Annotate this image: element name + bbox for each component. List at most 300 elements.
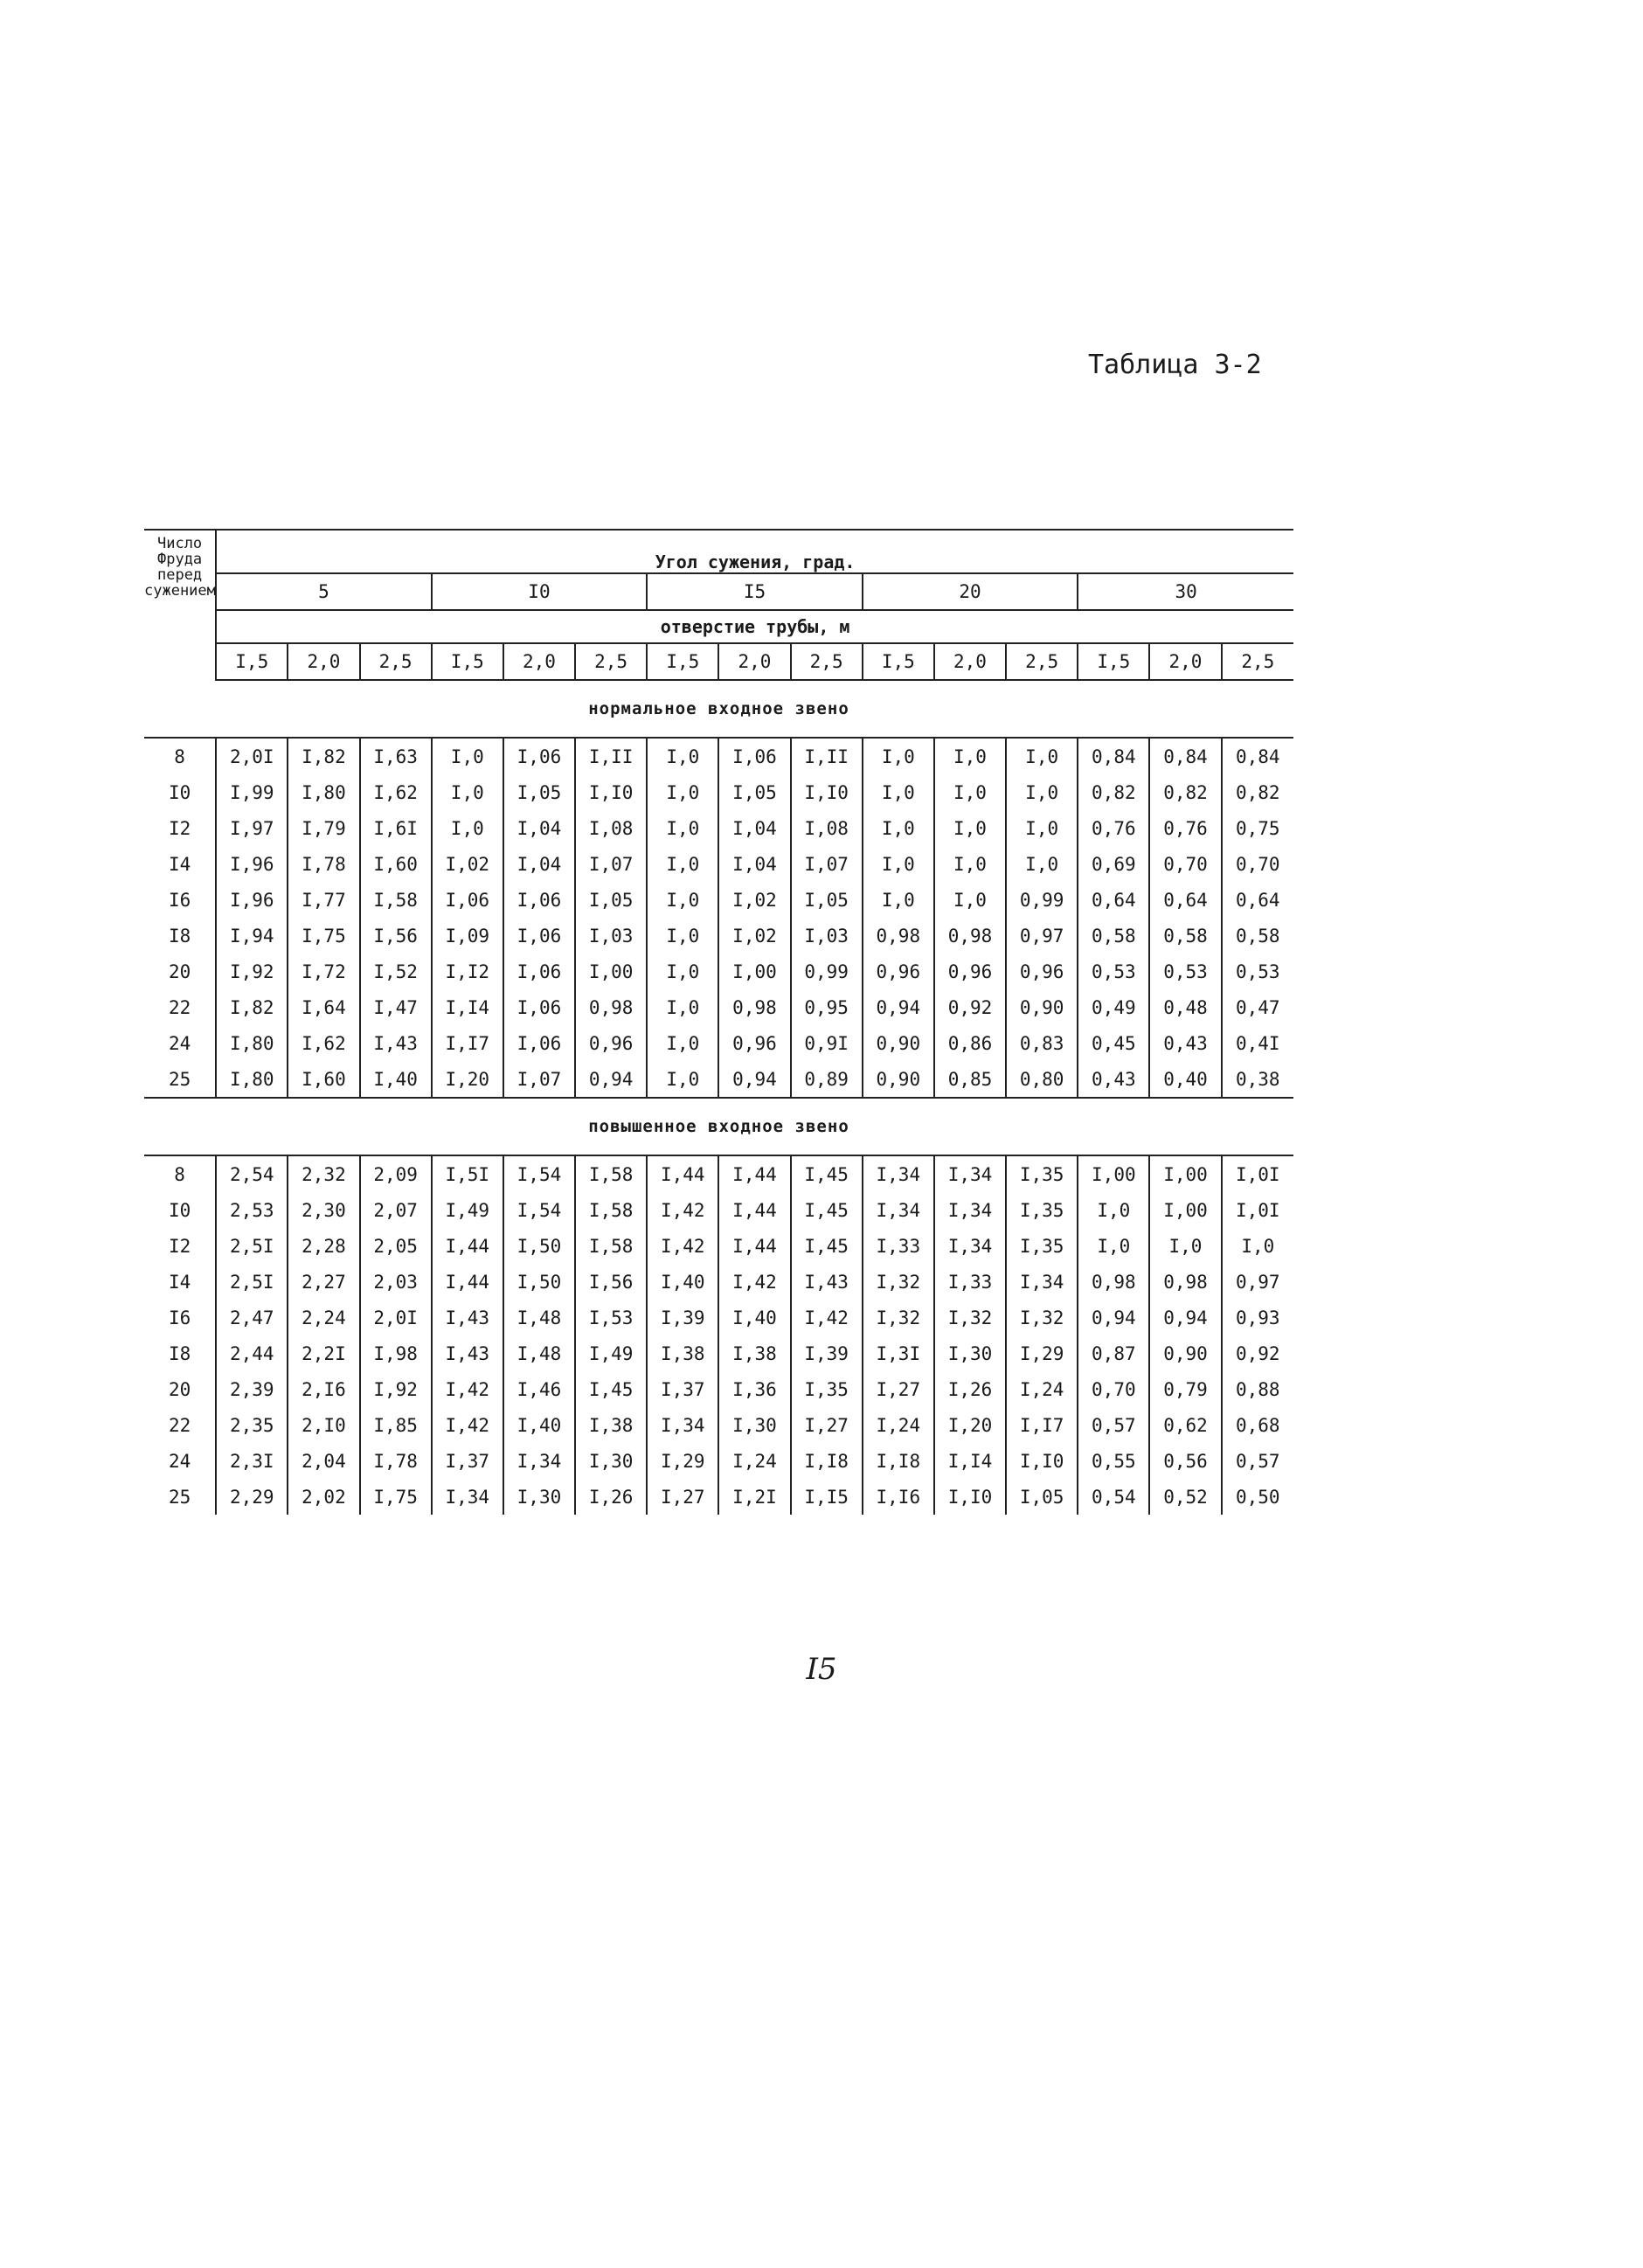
table-cell: I,I5 [791, 1479, 863, 1515]
table-cell: I,38 [647, 1335, 718, 1371]
table-cell: I,34 [863, 1192, 934, 1228]
angle-0: 5 [216, 573, 432, 610]
table-cell: I,0 [647, 989, 718, 1025]
table-cell: 0,68 [1222, 1407, 1293, 1443]
row-label: 22 [168, 1414, 191, 1436]
table-cell: I,60 [360, 846, 432, 882]
table-cell: I,45 [791, 1228, 863, 1264]
table-cell: 0,70 [1149, 846, 1221, 882]
table-row [144, 1264, 1293, 1300]
table-cell: I,43 [432, 1300, 503, 1335]
table-cell: I,99 [216, 774, 288, 810]
table-cell: I,0 [647, 1025, 718, 1061]
table-cell: I,44 [718, 1192, 790, 1228]
table-cell: 0,96 [934, 954, 1006, 989]
table-cell: I,0 [647, 774, 718, 810]
table-cell: I,I4 [934, 1443, 1006, 1479]
table-cell: I,34 [647, 1407, 718, 1443]
table-cell: 0,56 [1149, 1443, 1221, 1479]
table-cell: I,06 [432, 882, 503, 918]
row-label: 24 [168, 1450, 191, 1472]
opening-9: I,5 [863, 643, 934, 680]
table-cell: I,08 [791, 810, 863, 846]
table-cell: I,44 [647, 1155, 718, 1192]
table-cell: I,5I [432, 1155, 503, 1192]
table-cell: 0,92 [1222, 1335, 1293, 1371]
table-cell: I,62 [288, 1025, 359, 1061]
table-cell: I,00 [718, 954, 790, 989]
table-cell: 0,83 [1006, 1025, 1078, 1061]
opening-13: 2,0 [1149, 643, 1221, 680]
table-cell: 0,48 [1149, 989, 1221, 1025]
angles-row [144, 573, 1293, 610]
opening-10: 2,0 [934, 643, 1006, 680]
table-cell: I,50 [503, 1264, 575, 1300]
table-cell: I,00 [575, 954, 647, 989]
table-cell: I,02 [718, 882, 790, 918]
table-cell: I,52 [360, 954, 432, 989]
table-cell: I,0 [1006, 738, 1078, 774]
table-cell: I,80 [216, 1025, 288, 1061]
table-cell: I,33 [863, 1228, 934, 1264]
table-cell: I,27 [791, 1407, 863, 1443]
table-cell: 0,80 [1006, 1061, 1078, 1098]
table-cell: 0,70 [1222, 846, 1293, 882]
table-cell: I,24 [1006, 1371, 1078, 1407]
table-cell: 2,54 [216, 1155, 288, 1192]
table-cell: I,34 [863, 1155, 934, 1192]
table-cell: I,75 [360, 1479, 432, 1515]
table-cell: 0,38 [1222, 1061, 1293, 1098]
table-cell: 2,2I [288, 1335, 359, 1371]
table-cell: I,I0 [934, 1479, 1006, 1515]
table-cell: 0,90 [863, 1025, 934, 1061]
table-row [144, 1192, 1293, 1228]
table-cell: 0,93 [1222, 1300, 1293, 1335]
table-cell: I,96 [216, 846, 288, 882]
table-cell: 0,53 [1149, 954, 1221, 989]
table-cell: 0,96 [575, 1025, 647, 1061]
table-cell: I,0 [647, 1061, 718, 1098]
table-cell: 0,97 [1222, 1264, 1293, 1300]
table-cell: I,35 [1006, 1155, 1078, 1192]
table-cell: I,32 [1006, 1300, 1078, 1335]
table-cell: I,82 [288, 738, 359, 774]
table-cell: 0,96 [1006, 954, 1078, 989]
table-cell: I,35 [1006, 1192, 1078, 1228]
table-cell: I,I0 [1006, 1443, 1078, 1479]
table-cell: I,79 [288, 810, 359, 846]
table-cell: I,II [575, 738, 647, 774]
table-cell: 0,79 [1149, 1371, 1221, 1407]
table-cell: 0,82 [1149, 774, 1221, 810]
table-cell: 2,32 [288, 1155, 359, 1192]
table-cell: I,0 [647, 810, 718, 846]
table-row [144, 1335, 1293, 1371]
table-cell: I,0 [1222, 1228, 1293, 1264]
table-cell: I,54 [503, 1192, 575, 1228]
table-cell: 2,I0 [288, 1407, 359, 1443]
table-cell: I,26 [575, 1479, 647, 1515]
table-cell: I,47 [360, 989, 432, 1025]
angle-1: I0 [432, 573, 648, 610]
table-cell: I,I8 [791, 1443, 863, 1479]
table-cell: I,43 [360, 1025, 432, 1061]
row-label: 20 [168, 1378, 191, 1400]
table-cell: 0,98 [1078, 1264, 1149, 1300]
table-cell: 0,76 [1149, 810, 1221, 846]
table-cell: 0,98 [1149, 1264, 1221, 1300]
table-cell: I,54 [503, 1155, 575, 1192]
table-cell: I,0 [647, 954, 718, 989]
opening-4: 2,0 [503, 643, 575, 680]
table-cell: I,04 [718, 846, 790, 882]
table-cell: I,48 [503, 1335, 575, 1371]
opening-3: I,5 [432, 643, 503, 680]
table-cell: 0,64 [1078, 882, 1149, 918]
table-cell: I,62 [360, 774, 432, 810]
table-cell: 0,58 [1078, 918, 1149, 954]
row-label: 8 [144, 1155, 216, 1192]
table-cell: 2,3I [216, 1443, 288, 1479]
row-label: 8 [144, 738, 216, 774]
table-cell: 0,98 [863, 918, 934, 954]
froude-table [144, 529, 1293, 1515]
table-cell: 0,82 [1078, 774, 1149, 810]
table-cell: I,63 [360, 738, 432, 774]
row-label: 25 [168, 1486, 191, 1508]
table-cell: I,0 [1078, 1192, 1149, 1228]
table-cell: I,0 [863, 774, 934, 810]
table-cell: I,45 [791, 1192, 863, 1228]
table-cell: I,36 [718, 1371, 790, 1407]
table-header [144, 530, 1293, 680]
table-cell: I,0 [432, 738, 503, 774]
row-label: 25 [144, 1061, 216, 1098]
table-cell: 0,84 [1078, 738, 1149, 774]
table-cell: 2,35 [216, 1407, 288, 1443]
table-cell: I,44 [718, 1155, 790, 1192]
table-cell: I,06 [503, 989, 575, 1025]
table-cell: I,24 [718, 1443, 790, 1479]
table-cell: 0,86 [934, 1025, 1006, 1061]
table-cell: 0,98 [575, 989, 647, 1025]
table-cell: I,0 [647, 882, 718, 918]
table-cell: 0,87 [1078, 1335, 1149, 1371]
table-row [144, 774, 1293, 810]
table-cell: 2,02 [288, 1479, 359, 1515]
table-cell: I,64 [288, 989, 359, 1025]
table-cell: I,42 [647, 1192, 718, 1228]
table-cell: 2,47 [216, 1300, 288, 1335]
table-cell: I,29 [1006, 1335, 1078, 1371]
table-cell: 0,58 [1222, 918, 1293, 954]
table-cell: I,72 [288, 954, 359, 989]
row-label: I4 [168, 853, 191, 875]
table-cell: I,24 [863, 1407, 934, 1443]
table-cell: I,80 [288, 774, 359, 810]
section-title: нормальное входное звено [588, 699, 849, 718]
table-cell: I,40 [647, 1264, 718, 1300]
table-row [144, 1479, 1293, 1515]
table-cell: I,34 [934, 1155, 1006, 1192]
table-cell: I,42 [791, 1300, 863, 1335]
table-cell: I,49 [575, 1335, 647, 1371]
table-cell: I,00 [1149, 1155, 1221, 1192]
table-cell: I,92 [360, 1371, 432, 1407]
table-cell: I,0 [1006, 774, 1078, 810]
table-cell: 0,84 [1222, 738, 1293, 774]
table-cell: 2,0I [360, 1300, 432, 1335]
table-cell: I,42 [718, 1264, 790, 1300]
table-cell: I,94 [216, 918, 288, 954]
table-cell: 2,27 [288, 1264, 359, 1300]
table-cell: I,35 [791, 1371, 863, 1407]
table-cell: I,20 [934, 1407, 1006, 1443]
table-cell: I,34 [503, 1443, 575, 1479]
table-cell: I,04 [718, 810, 790, 846]
table-cell: 2,29 [216, 1479, 288, 1515]
row-label: I2 [168, 817, 191, 839]
table-cell: I,6I [360, 810, 432, 846]
table-cell: I,45 [791, 1155, 863, 1192]
table-cell: I,04 [503, 810, 575, 846]
table-cell: I,00 [1078, 1155, 1149, 1192]
table-cell: I,0 [647, 846, 718, 882]
table-cell: 2,53 [216, 1192, 288, 1228]
table-cell: I,43 [432, 1335, 503, 1371]
table-row [144, 882, 1293, 918]
table-cell: I,I7 [1006, 1407, 1078, 1443]
table-cell: I,07 [575, 846, 647, 882]
table-row [144, 918, 1293, 954]
table-cell: I,02 [432, 846, 503, 882]
table-row [144, 1443, 1293, 1479]
table-cell: I,82 [216, 989, 288, 1025]
table-cell: 0,92 [934, 989, 1006, 1025]
angle-4: 30 [1078, 573, 1293, 610]
table-cell: 2,03 [360, 1264, 432, 1300]
table-caption: Таблица 3-2 [1088, 350, 1262, 380]
table-cell: I,26 [934, 1371, 1006, 1407]
table-cell: 0,53 [1222, 954, 1293, 989]
table-cell: I,0 [432, 810, 503, 846]
table-cell: 0,99 [791, 954, 863, 989]
table-cell: I,0 [1006, 810, 1078, 846]
table-cell: 0,98 [718, 989, 790, 1025]
table-cell: 0,53 [1078, 954, 1149, 989]
table-cell: I,0I [1222, 1192, 1293, 1228]
table-cell: 2,39 [216, 1371, 288, 1407]
table-row [144, 846, 1293, 882]
table-cell: I,35 [1006, 1228, 1078, 1264]
table-cell: I,0 [647, 738, 718, 774]
table-cell: 0,43 [1149, 1025, 1221, 1061]
opening-11: 2,5 [1006, 643, 1078, 680]
table-cell: I,92 [216, 954, 288, 989]
table-cell: I,0 [934, 810, 1006, 846]
table-cell: I,0 [1149, 1228, 1221, 1264]
table-cell: 2,07 [360, 1192, 432, 1228]
table-cell: I,I4 [432, 989, 503, 1025]
table-cell: I,30 [934, 1335, 1006, 1371]
table-cell: I,27 [647, 1479, 718, 1515]
table-cell: I,46 [503, 1371, 575, 1407]
table-cell: I,02 [718, 918, 790, 954]
angle-header: Угол сужения, град. [216, 530, 1293, 573]
table-cell: I,40 [503, 1407, 575, 1443]
table-cell: I,58 [360, 882, 432, 918]
table-cell: I,I7 [432, 1025, 503, 1061]
table-cell: I,06 [503, 738, 575, 774]
table-cell: I,I2 [432, 954, 503, 989]
table-cell: I,29 [647, 1443, 718, 1479]
table-cell: I,40 [718, 1300, 790, 1335]
table-cell: I,78 [288, 846, 359, 882]
opening-7: 2,0 [718, 643, 790, 680]
table-cell: I,05 [503, 774, 575, 810]
table-cell: I,60 [288, 1061, 359, 1098]
table-cell: I,03 [791, 918, 863, 954]
table-cell: 0,96 [718, 1025, 790, 1061]
table-cell: I,09 [432, 918, 503, 954]
table-cell: I,34 [934, 1192, 1006, 1228]
table-cell: I,20 [432, 1061, 503, 1098]
table-cell: I,58 [575, 1155, 647, 1192]
row-label: I8 [168, 1342, 191, 1364]
table-cell: I,II [791, 738, 863, 774]
table-cell: I,06 [503, 954, 575, 989]
table-cell: 0,94 [1149, 1300, 1221, 1335]
table-cell: 0,70 [1078, 1371, 1149, 1407]
table-cell: I,0 [863, 738, 934, 774]
table-cell: I,07 [791, 846, 863, 882]
row-label: I0 [168, 1199, 191, 1221]
table-cell: 2,30 [288, 1192, 359, 1228]
table-row [144, 810, 1293, 846]
table-cell: 2,24 [288, 1300, 359, 1335]
table-cell: I,32 [863, 1300, 934, 1335]
table-cell: I,53 [575, 1300, 647, 1335]
table-cell: I,56 [575, 1264, 647, 1300]
table-row [144, 1061, 1293, 1098]
table-cell: 0,96 [863, 954, 934, 989]
row-label: 24 [168, 1032, 191, 1054]
table-cell: 2,I6 [288, 1371, 359, 1407]
table-cell: I,49 [432, 1192, 503, 1228]
table-cell: 0,52 [1149, 1479, 1221, 1515]
table-cell: I,58 [575, 1192, 647, 1228]
table-cell: 0,45 [1078, 1025, 1149, 1061]
table-cell: I,42 [647, 1228, 718, 1264]
table-cell: I,06 [503, 918, 575, 954]
table-cell: I,0 [1078, 1228, 1149, 1264]
table-cell: I,32 [934, 1300, 1006, 1335]
table-cell: 2,04 [288, 1443, 359, 1479]
table-cell: I,08 [575, 810, 647, 846]
table-row [144, 1228, 1293, 1264]
table-cell: I,05 [791, 882, 863, 918]
opening-8: 2,5 [791, 643, 863, 680]
row-label: I6 [168, 889, 191, 911]
table-cell: I,I0 [791, 774, 863, 810]
table-cell: 0,69 [1078, 846, 1149, 882]
table-cell: I,34 [1006, 1264, 1078, 1300]
table-cell: 0,64 [1149, 882, 1221, 918]
row-label: I8 [168, 925, 191, 947]
table-cell: I,42 [432, 1371, 503, 1407]
table-cell: I,0 [934, 882, 1006, 918]
table-cell: I,07 [503, 1061, 575, 1098]
table-row [144, 1407, 1293, 1443]
table-cell: 0,88 [1222, 1371, 1293, 1407]
row-label: I2 [168, 1235, 191, 1257]
table-cell: I,30 [503, 1479, 575, 1515]
table-cell: I,0 [647, 918, 718, 954]
table-row [144, 954, 1293, 989]
table-cell: I,32 [863, 1264, 934, 1300]
table-cell: 2,44 [216, 1335, 288, 1371]
table-cell: I,0I [1222, 1155, 1293, 1192]
table-cell: I,05 [1006, 1479, 1078, 1515]
table-cell: 0,40 [1149, 1061, 1221, 1098]
table-cell: I,I6 [863, 1479, 934, 1515]
table-cell: I,45 [575, 1371, 647, 1407]
table-row [144, 738, 1293, 774]
table-cell: I,39 [647, 1300, 718, 1335]
table-cell: I,27 [863, 1371, 934, 1407]
table-cell: 0,4I [1222, 1025, 1293, 1061]
opening-header: отверстие трубы, м [216, 610, 1293, 643]
opening-6: I,5 [647, 643, 718, 680]
table-body [144, 680, 1293, 1515]
table-cell: 0,94 [1078, 1300, 1149, 1335]
table-cell: I,30 [575, 1443, 647, 1479]
table-row [144, 1025, 1293, 1061]
table-cell: I,37 [432, 1443, 503, 1479]
table-cell: I,03 [575, 918, 647, 954]
table-row [144, 1371, 1293, 1407]
table-cell: I,0 [1006, 846, 1078, 882]
table-cell: I,I0 [575, 774, 647, 810]
table-cell: I,38 [718, 1335, 790, 1371]
table-cell: 0,57 [1222, 1443, 1293, 1479]
table-cell: 2,5I [216, 1264, 288, 1300]
table-cell: 0,54 [1078, 1479, 1149, 1515]
angle-2: I5 [647, 573, 863, 610]
table-cell: 2,09 [360, 1155, 432, 1192]
table-cell: I,77 [288, 882, 359, 918]
angle-3: 20 [863, 573, 1078, 610]
table-cell: 0,50 [1222, 1479, 1293, 1515]
table-cell: 0,57 [1078, 1407, 1149, 1443]
table-cell: 2,0I [216, 738, 288, 774]
openings-row [144, 643, 1293, 680]
table-cell: I,50 [503, 1228, 575, 1264]
table-cell: 0,75 [1222, 810, 1293, 846]
table-cell: 2,05 [360, 1228, 432, 1264]
row-label: I4 [168, 1271, 191, 1293]
table-cell: 0,99 [1006, 882, 1078, 918]
table-cell: I,98 [360, 1335, 432, 1371]
table-cell: 0,47 [1222, 989, 1293, 1025]
table-cell: I,43 [791, 1264, 863, 1300]
table-cell: I,34 [934, 1228, 1006, 1264]
table-cell: 0,9I [791, 1025, 863, 1061]
table-cell: I,78 [360, 1443, 432, 1479]
table-cell: I,37 [647, 1371, 718, 1407]
table-cell: I,44 [718, 1228, 790, 1264]
